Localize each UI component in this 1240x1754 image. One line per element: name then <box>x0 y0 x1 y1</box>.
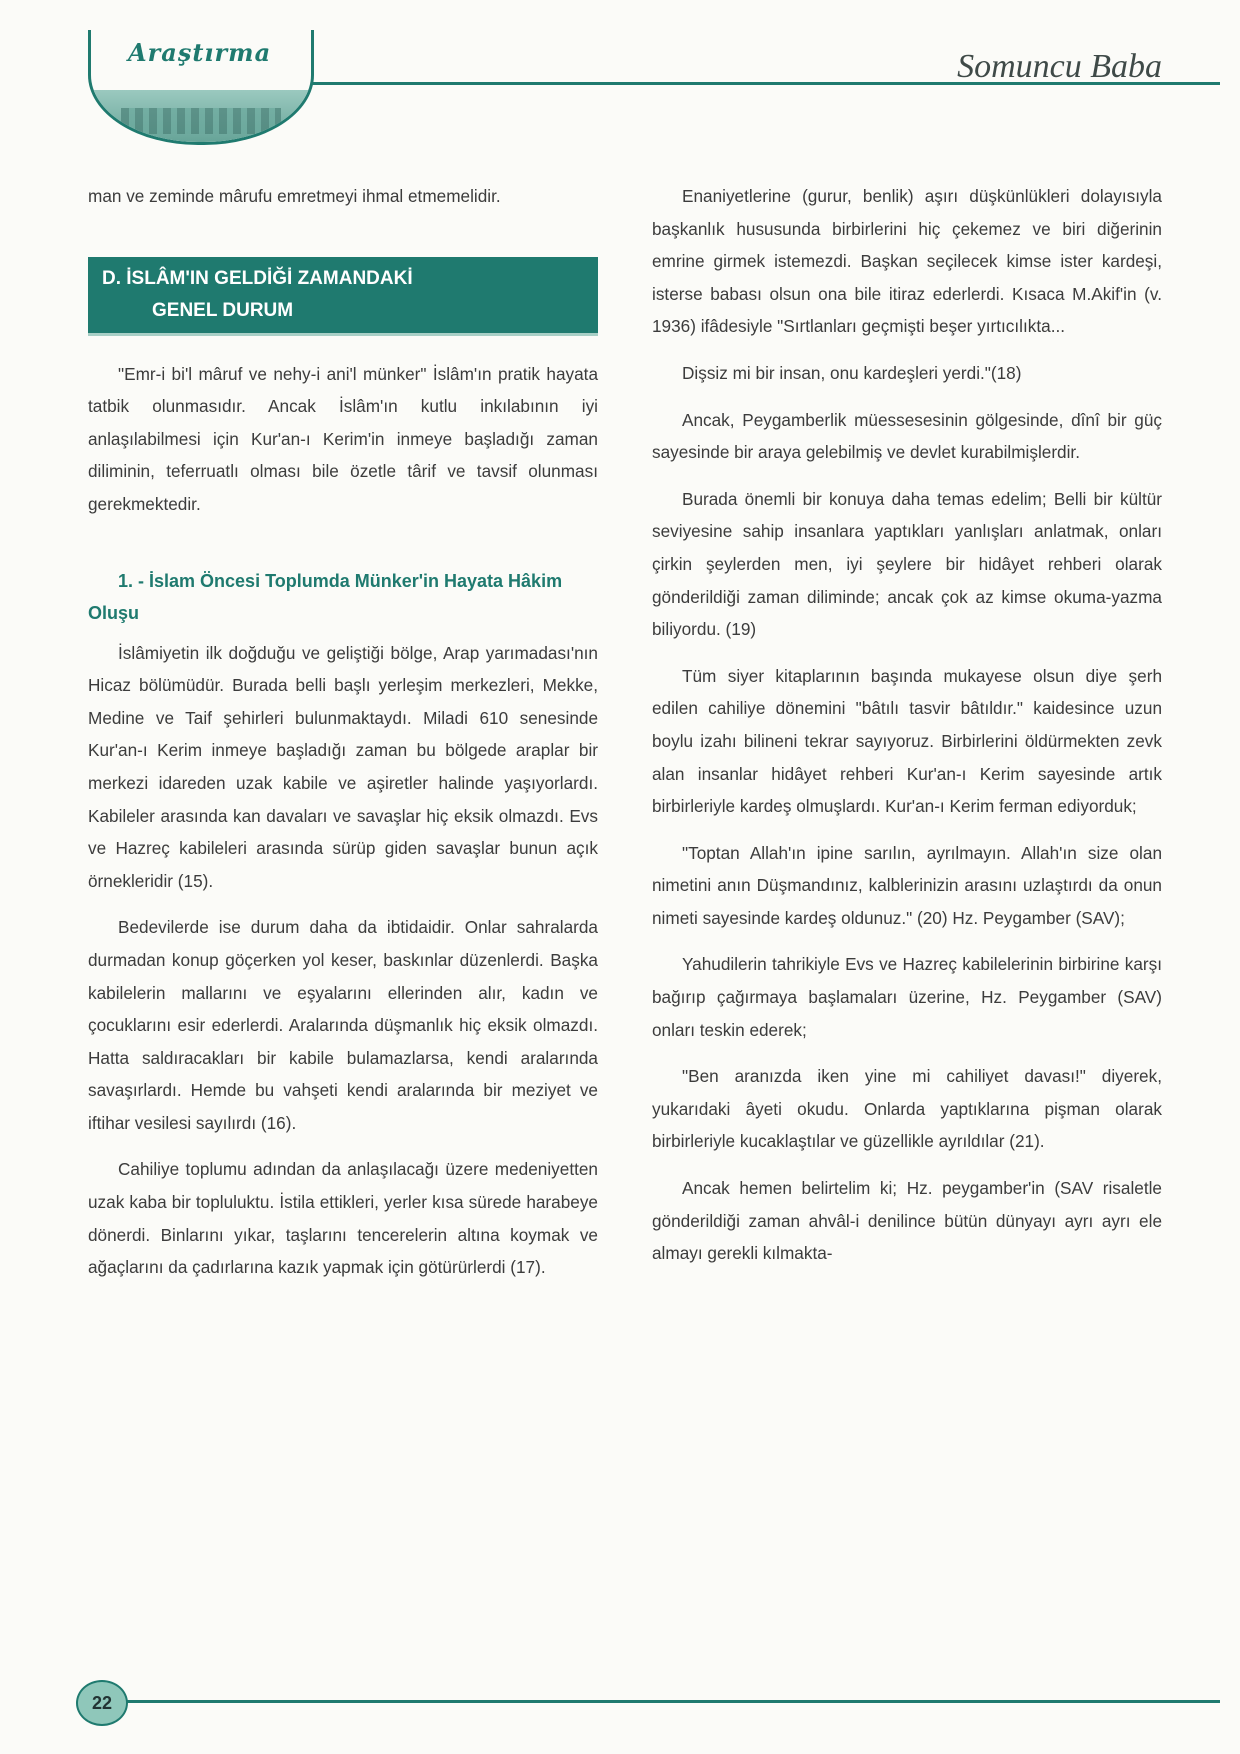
magazine-title: Somuncu Baba <box>957 48 1162 85</box>
footer-rule <box>120 1700 1220 1703</box>
intro-paragraph: man ve zeminde mârufu emretmeyi ihmal etmemelidir. <box>88 186 501 206</box>
paragraph: Cahiliye toplumu adından da anlaşılacağı üzere medeniyetten uzak kaba bir topluluktu. İstila ettikleri, yerler kısa sürede harabeye dönerdi. Binlarını yıkar, taşlarını tencerelerin altına koymak ve ağaçlarını da çadırlarına kazık yapmak için götürürlerdi (17). <box>88 1159 598 1278</box>
paragraph: Dişsiz mi bir insan, onu kardeşleri yerdi."(18) <box>682 362 1022 383</box>
paragraph: Ancak, Peygamberlik müessesesinin gölgesinde, dînî bir güç sayesinde bir araya gelebilmiş ve devlet kurabilmişlerdir. <box>652 409 1162 463</box>
paragraph: Tüm siyer kitaplarının başında mukayese olsun diye şerh edilen cahiliye dönemini "bâtılı tasvir bâtıldır." kaidesince uzun boylu izahı bilineni tekrar sayıyoruz. Birbirlerini öldürmekten zevk alan insanlar hidâyet rehberi Kur'an-ı Kerim sayesinde artık birbirleriyle kardeş olmuşlardı. Kur'an-ı Kerim ferman ediyorduk; <box>652 665 1162 817</box>
paragraph: Burada önemli bir konuya daha temas edelim; Belli bir kültür seviyesine sahip insanlara yaptıkları yanlışları anlatmak, onları çirkin şeylerden men, iyi şeylere bir hidâyet rehberi olarak gönderildiği zaman diliminde; ancak çok az kimse okuma-yazma biliyordu. (19) <box>652 488 1162 640</box>
paragraph: Bedevilerde ise durum daha da ibtidaidir. Onlar sahralarda durmadan konup göçerken yol keser, baskınlar düzenlerdi. Başka kabilelerin mallarını ve eşyalarını ellerinden alır, kadın ve çocuklarını esir ederlerdi. Aralarında düşmanlık hiç eksik olmazdı. Hatta saldıracakları bir kabile bulamazlarsa, kendi aralarında savaşırlardı. Hemde bu vahşeti kendi aralarında bir meziyet ve iftihar vesilesi sayılırdı (16). <box>88 917 598 1133</box>
logo-city-silhouette <box>121 108 281 134</box>
section-heading <box>88 257 598 336</box>
paragraph: "Emr-i bi'l mâruf ve nehy-i ani'l münker" İslâm'ın pratik hayata tatbik olunmasıdır. Ancak İslâm'ın kutlu inkılabının iyi anlaşılabilmesi için Kur'an-ı Kerim'in inmeye başladığı zaman diliminin, teferruatlı olması bile özetle târif ve tavsif olunması gerekmektedir. <box>88 363 598 514</box>
page-number: 22 <box>76 1680 128 1726</box>
paragraph: İslâmiyetin ilk doğduğu ve geliştiği bölge, Arap yarımadası'nın Hicaz bölümüdür. Burada belli başlı yerleşim merkezleri, Mekke, Medine ve Taif şehirleri bulunmaktaydı. Miladi 610 senesinde Kur'an-ı Kerim inmeye başladığı zaman bu bölgede araplar bir merkezi idareden uzak kabile ve aşiretler halinde yaşıyorlardı. Kabileler arasında kan davaları ve savaşlar hiç eksik olmazdı. Evs ve Hazreç kabileleri arasında sürüp giden savaşlar bunun açık örnekleridir (15). <box>88 642 598 891</box>
left-column <box>88 180 598 1298</box>
paragraph: Yahudilerin tahrikiyle Evs ve Hazreç kabilelerinin birbirine karşı bağırıp çağırmaya başlamaları üzerine, Hz. Peygamber (SAV) onları teskin ederek; <box>652 954 1162 1040</box>
quote-paragraph: "Ben aranızda iken yine mi cahiliyet davası!" diyerek, yukarıdaki âyeti okudu. Onlarda yaptıklarına pişman olarak birbirleriyle kucaklaştılar ve güzellikle ayrıldılar (21). <box>652 1066 1162 1152</box>
quote-paragraph: "Toptan Allah'ın ipine sarılın, ayrılmayın. Allah'ın size olan nimetini anın Düşmandınız, kalblerinizin arasını uzlaştırdı da onun nimeti sayesinde kardeş oldunuz." (20) Hz. Peygamber (SAV); <box>652 842 1162 928</box>
right-column <box>652 180 1162 1284</box>
section-label: Araştırma <box>128 38 272 67</box>
paragraph: Enaniyetlerine (gurur, benlik) aşırı düşkünlükleri dolayısıyla başkanlık hususunda birbirlerini hiç çekemez ve biri diğerinin emrine girmek istemezdi. Başkan seçilecek kimse ister kardeşi, isterse babası olsun ona bile itiraz ederlerdi. Kısaca M.Akif'in (v. 1936) ifâdesiyle "Sırtlanları geçmişti beşer yırtıcılıkta... <box>652 186 1162 337</box>
section-heading-line2: GENEL DURUM <box>152 299 294 321</box>
section-heading-line1: D. İSLÂM'IN GELDİĞİ ZAMANDAKİ <box>102 267 413 289</box>
paragraph: Ancak hemen belirtelim ki; Hz. peygamber'in (SAV risaletle gönderildiği zaman ahvâl-i denilince bütün dünyayı ayrı ayrı ele almayı gerekli kılmakta- <box>652 1178 1162 1264</box>
subheading: 1. - İslam Öncesi Toplumda Münker'in Hayata Hâkim Oluşu <box>88 570 563 623</box>
